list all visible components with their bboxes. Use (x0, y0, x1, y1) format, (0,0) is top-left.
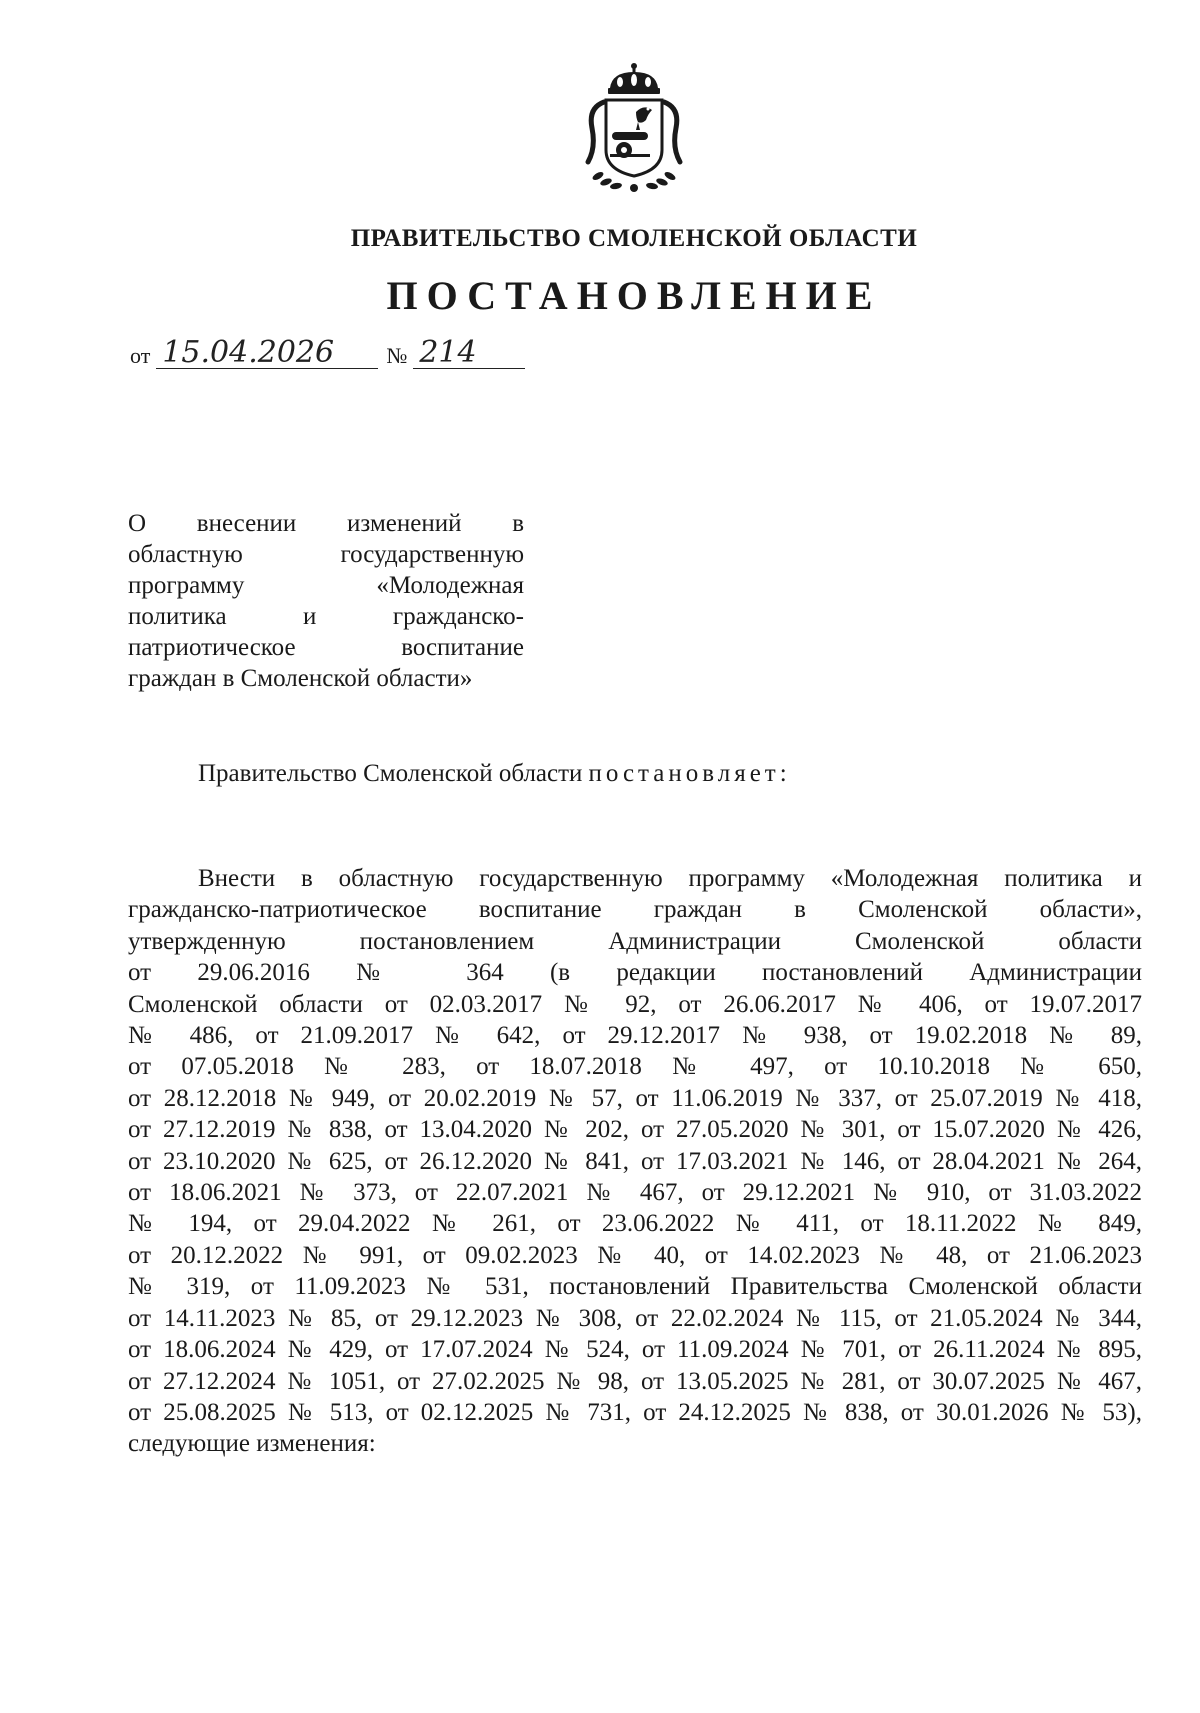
body-line: от 27.12.2019 № 838, от 13.04.2020 № 202, от 27.05.2020 № 301, от 15.07.2020 № 426, (128, 1116, 1142, 1144)
body-line: гражданско-патриотическое воспитание граждан в Смоленской области», (128, 896, 1142, 924)
body-line: Внести в областную государственную программу «Молодежная политика и (198, 865, 1142, 892)
body-line: от 23.10.2020 № 625, от 26.12.2020 № 841, от 17.03.2021 № 146, от 28.04.2021 № 264, (128, 1147, 1142, 1175)
body-line: от 14.11.2023 № 85, от 29.12.2023 № 308, от 22.02.2024 № 115, от 21.05.2024 № 344, (128, 1304, 1142, 1332)
document-date-number (130, 335, 525, 370)
body-line: от 20.12.2022 № 991, от 09.02.2023 № 40, от 14.02.2023 № 48, от 21.06.2023 (128, 1241, 1142, 1269)
smolensk-coat-of-arms-icon (574, 58, 694, 198)
subject-line: политика и гражданско- (128, 603, 524, 630)
subject-line: областную государственную (128, 541, 524, 568)
number-prefix: № (386, 343, 408, 368)
subject-line: патриотическое воспитание (128, 634, 524, 661)
body-line: от 28.12.2018 № 949, от 20.02.2019 № 57, от 11.06.2019 № 337, от 25.07.2019 № 418, (128, 1084, 1142, 1112)
body-line: от 29.06.2016 № 364 (в редакции постановлений Администрации (128, 959, 1142, 987)
body-line: утвержденную постановлением Администрации Смоленской области (128, 927, 1142, 955)
body-line: от 18.06.2021 № 373, от 22.07.2021 № 467, от 29.12.2021 № 910, от 31.03.2022 (128, 1179, 1142, 1207)
body-line: № 194, от 29.04.2022 № 261, от 23.06.2022 № 411, от 18.11.2022 № 849, (128, 1210, 1142, 1238)
resolution-clause (198, 760, 791, 788)
document-number: 214 (413, 338, 525, 369)
document-date: 15.04.2026 (156, 338, 378, 369)
resolution-verb: постановляет: (588, 760, 791, 787)
subject-line: граждан в Смоленской области» (128, 665, 473, 692)
body-line: от 25.08.2025 № 513, от 02.12.2025 № 731, от 24.12.2025 № 838, от 30.01.2026 № 53), (128, 1398, 1142, 1426)
organization-title: ПРАВИТЕЛЬСТВО СМОЛЕНСКОЙ ОБЛАСТИ (350, 225, 918, 252)
resolution-subject: Правительство Смоленской области (198, 760, 583, 787)
body-line: от 27.12.2024 № 1051, от 27.02.2025 № 98, от 13.05.2025 № 281, от 30.07.2025 № 467, (128, 1367, 1142, 1395)
body-line: от 07.05.2018 № 283, от 18.07.2018 № 497, от 10.10.2018 № 650, (128, 1053, 1142, 1081)
document-subject (128, 508, 524, 694)
date-prefix: от (130, 343, 151, 368)
body-line: Смоленской области от 02.03.2017 № 92, от 26.06.2017 № 406, от 19.07.2017 (128, 990, 1142, 1018)
body-line: № 319, от 11.09.2023 № 531, постановлений Правительства Смоленской области (128, 1273, 1142, 1301)
body-line: № 486, от 21.09.2017 № 642, от 29.12.2017 № 938, от 19.02.2018 № 89, (128, 1022, 1142, 1050)
document-type-title: ПОСТАНОВЛЕНИЕ (386, 273, 882, 318)
body-line: следующие изменения: (128, 1430, 376, 1458)
body-line: от 18.06.2024 № 429, от 17.07.2024 № 524, от 11.09.2024 № 701, от 26.11.2024 № 895, (128, 1336, 1142, 1364)
subject-line: О внесении изменений в (128, 510, 524, 537)
subject-line: программу «Молодежная (128, 572, 524, 599)
document-body (128, 863, 1142, 1460)
